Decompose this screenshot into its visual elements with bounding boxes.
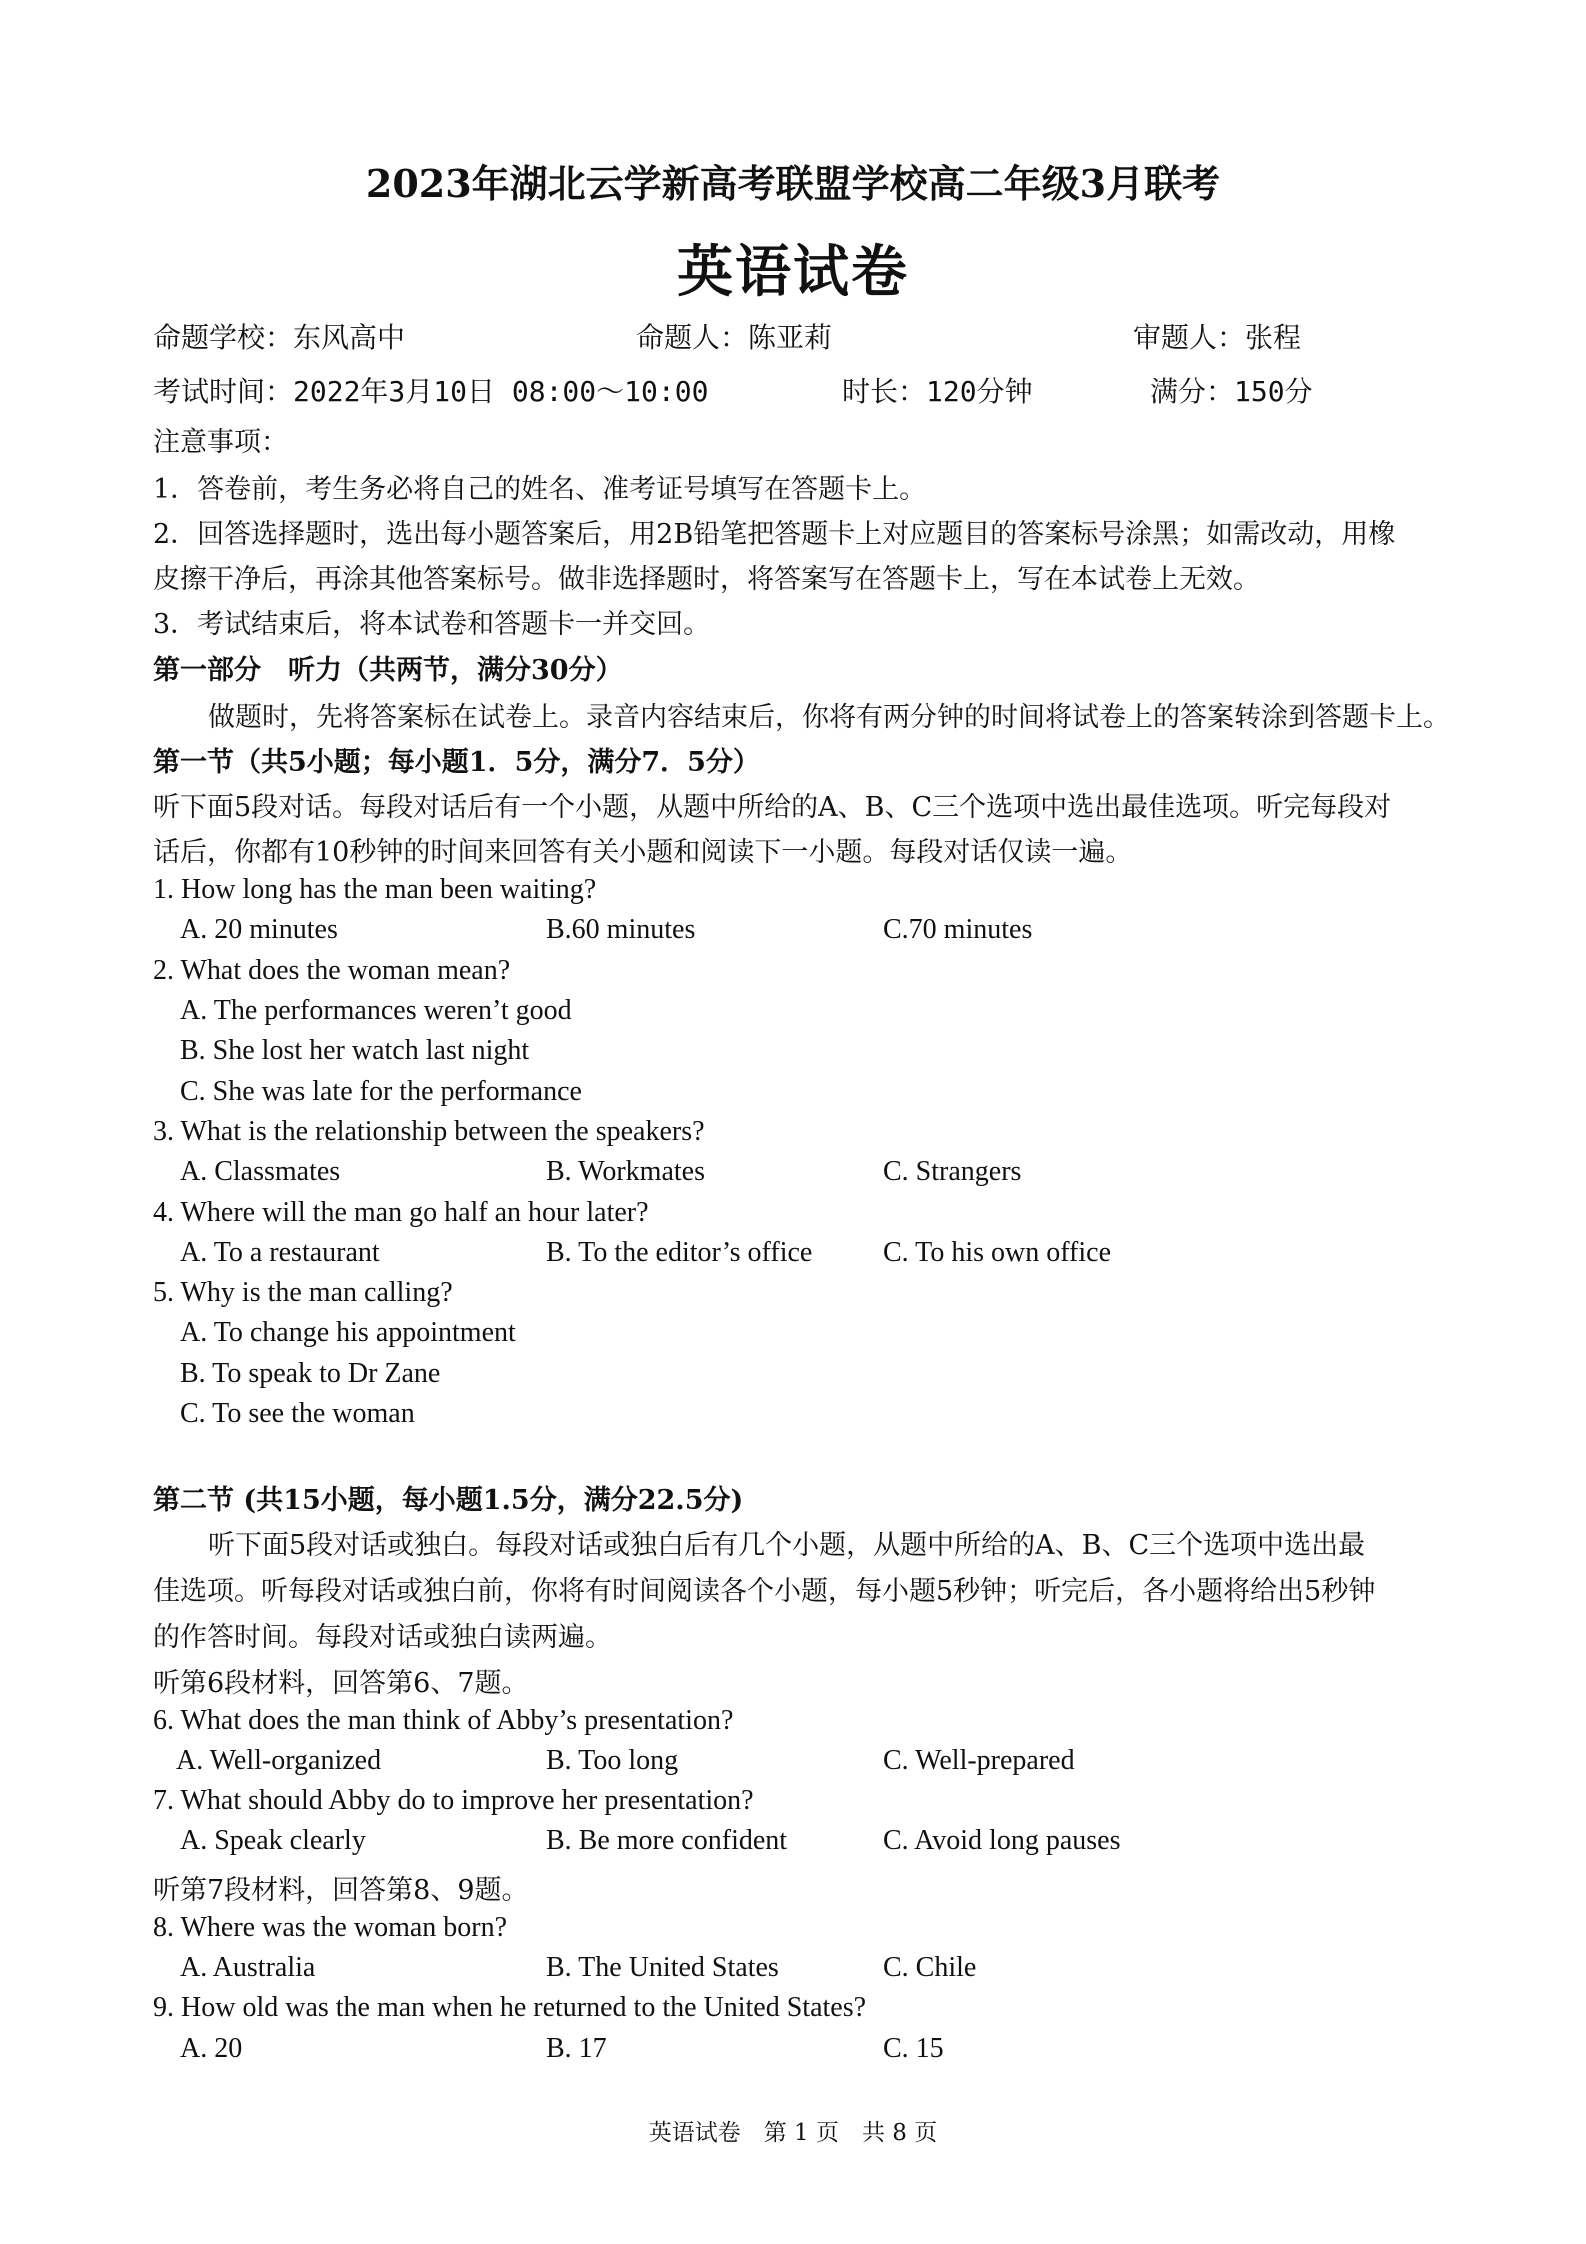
question-8-option-a: A. Australia: [180, 1952, 316, 1983]
question-6-stem: 6. What does the man think of Abby’s presentation?: [153, 1705, 734, 1736]
question-3-stem: 3. What is the relationship between the speakers?: [153, 1116, 705, 1147]
question-5-stem: 5. Why is the man calling?: [153, 1277, 453, 1308]
question-9-option-a: A. 20: [180, 2033, 243, 2064]
exam-duration: 时长：120分钟: [842, 375, 1033, 408]
question-3-option-b: B. Workmates: [546, 1156, 705, 1187]
material-7-label: 听第7段材料，回答第8、9题。: [153, 1875, 529, 1906]
question-8-stem: 8. Where was the woman born?: [153, 1912, 508, 1943]
question-7-stem: 7. What should Abby do to improve her presentation?: [153, 1785, 754, 1816]
exam-title: 2023年湖北云学新高考联盟学校高二年级3月联考: [365, 161, 1221, 206]
exam-time: 考试时间：2022年3月10日 08:00～10:00: [153, 375, 709, 408]
question-4-option-c: C. To his own office: [883, 1237, 1111, 1268]
question-9-option-c: C. 15: [883, 2033, 944, 2064]
question-4-stem: 4. Where will the man go half an hour later?: [153, 1197, 649, 1228]
question-9-stem: 9. How old was the man when he returned to the United States?: [153, 1992, 867, 2023]
material-6-label: 听第6段材料，回答第6、7题。: [153, 1668, 529, 1699]
section1-heading: 第一节（共5小题；每小题1．5分，满分7．5分）: [153, 747, 760, 778]
note-2a: 2．回答选择题时，选出每小题答案后，用2B铅笔把答题卡上对应题目的答案标号涂黑；如需改动，用橡: [153, 519, 1396, 550]
question-5-option-a: A. To change his appointment: [180, 1317, 516, 1348]
section2-intro-c: 的作答时间。每段对话或独白读两遍。: [153, 1622, 612, 1653]
exam-subject: 英语试卷: [677, 239, 909, 305]
section1-intro-b: 话后，你都有10秒钟的时间来回答有关小题和阅读下一小题。每段对话仅读一遍。: [153, 837, 1133, 868]
question-4-option-a: A. To a restaurant: [180, 1237, 380, 1268]
section2-intro-a: 听下面5段对话或独白。每段对话或独白后有几个小题，从题中所给的A、B、C三个选项中选出最: [208, 1530, 1366, 1561]
note-2b: 皮擦干净后，再涂其他答案标号。做非选择题时，将答案写在答题卡上，写在本试卷上无效。: [153, 564, 1260, 595]
section2-heading: 第二节 (共15小题，每小题1.5分，满分22.5分): [153, 1485, 744, 1516]
question-1-option-b: B.60 minutes: [546, 914, 696, 945]
question-3-option-c: C. Strangers: [883, 1156, 1022, 1187]
note-1: 1．答卷前，考生务必将自己的姓名、准考证号填写在答题卡上。: [153, 474, 927, 505]
question-9-option-b: B. 17: [546, 2033, 607, 2064]
question-2-option-c: C. She was late for the performance: [180, 1076, 582, 1107]
section1-intro-a: 听下面5段对话。每段对话后有一个小题，从题中所给的A、B、C三个选项中选出最佳选项。听完每段对: [153, 792, 1392, 823]
question-4-option-b: B. To the editor’s office: [546, 1237, 813, 1268]
question-1-option-c: C.70 minutes: [883, 914, 1033, 945]
part1-intro: 做题时，先将答案标在试卷上。录音内容结束后，你将有两分钟的时间将试卷上的答案转涂到答题卡上。: [208, 702, 1450, 733]
question-2-stem: 2. What does the woman mean?: [153, 955, 511, 986]
question-8-option-b: B. The United States: [546, 1952, 779, 1983]
school-info: 命题学校：东风高中: [153, 321, 406, 354]
question-7-option-a: A. Speak clearly: [180, 1825, 366, 1856]
full-score: 满分：150分: [1150, 375, 1313, 408]
question-8-option-c: C. Chile: [883, 1952, 977, 1983]
setter-info: 命题人：陈亚莉: [636, 321, 833, 354]
question-6-option-c: C. Well-prepared: [883, 1745, 1075, 1776]
question-5-option-c: C. To see the woman: [180, 1398, 415, 1429]
part1-heading: 第一部分 听力（共两节，满分30分）: [153, 655, 623, 686]
notes-heading: 注意事项：: [153, 427, 288, 458]
question-6-option-b: B. Too long: [546, 1745, 679, 1776]
question-2-option-b: B. She lost her watch last night: [180, 1035, 530, 1066]
reviewer-info: 审题人：张程: [1133, 321, 1302, 354]
question-1-option-a: A. 20 minutes: [180, 914, 338, 945]
question-5-option-b: B. To speak to Dr Zane: [180, 1358, 441, 1389]
question-3-option-a: A. Classmates: [180, 1156, 341, 1187]
question-7-option-c: C. Avoid long pauses: [883, 1825, 1121, 1856]
section2-intro-b: 佳选项。听每段对话或独白前，你将有时间阅读各个小题，每小题5秒钟；听完后，各小题将给出5秒钟: [153, 1576, 1376, 1607]
note-3: 3．考试结束后，将本试卷和答题卡一并交回。: [153, 609, 711, 640]
question-1-stem: 1. How long has the man been waiting?: [153, 874, 597, 905]
page-footer: 英语试卷 第 1 页 共 8 页: [648, 2120, 938, 2146]
question-6-option-a: A. Well-organized: [176, 1745, 382, 1776]
question-7-option-b: B. Be more confident: [546, 1825, 788, 1856]
question-2-option-a: A. The performances weren’t good: [180, 995, 572, 1026]
